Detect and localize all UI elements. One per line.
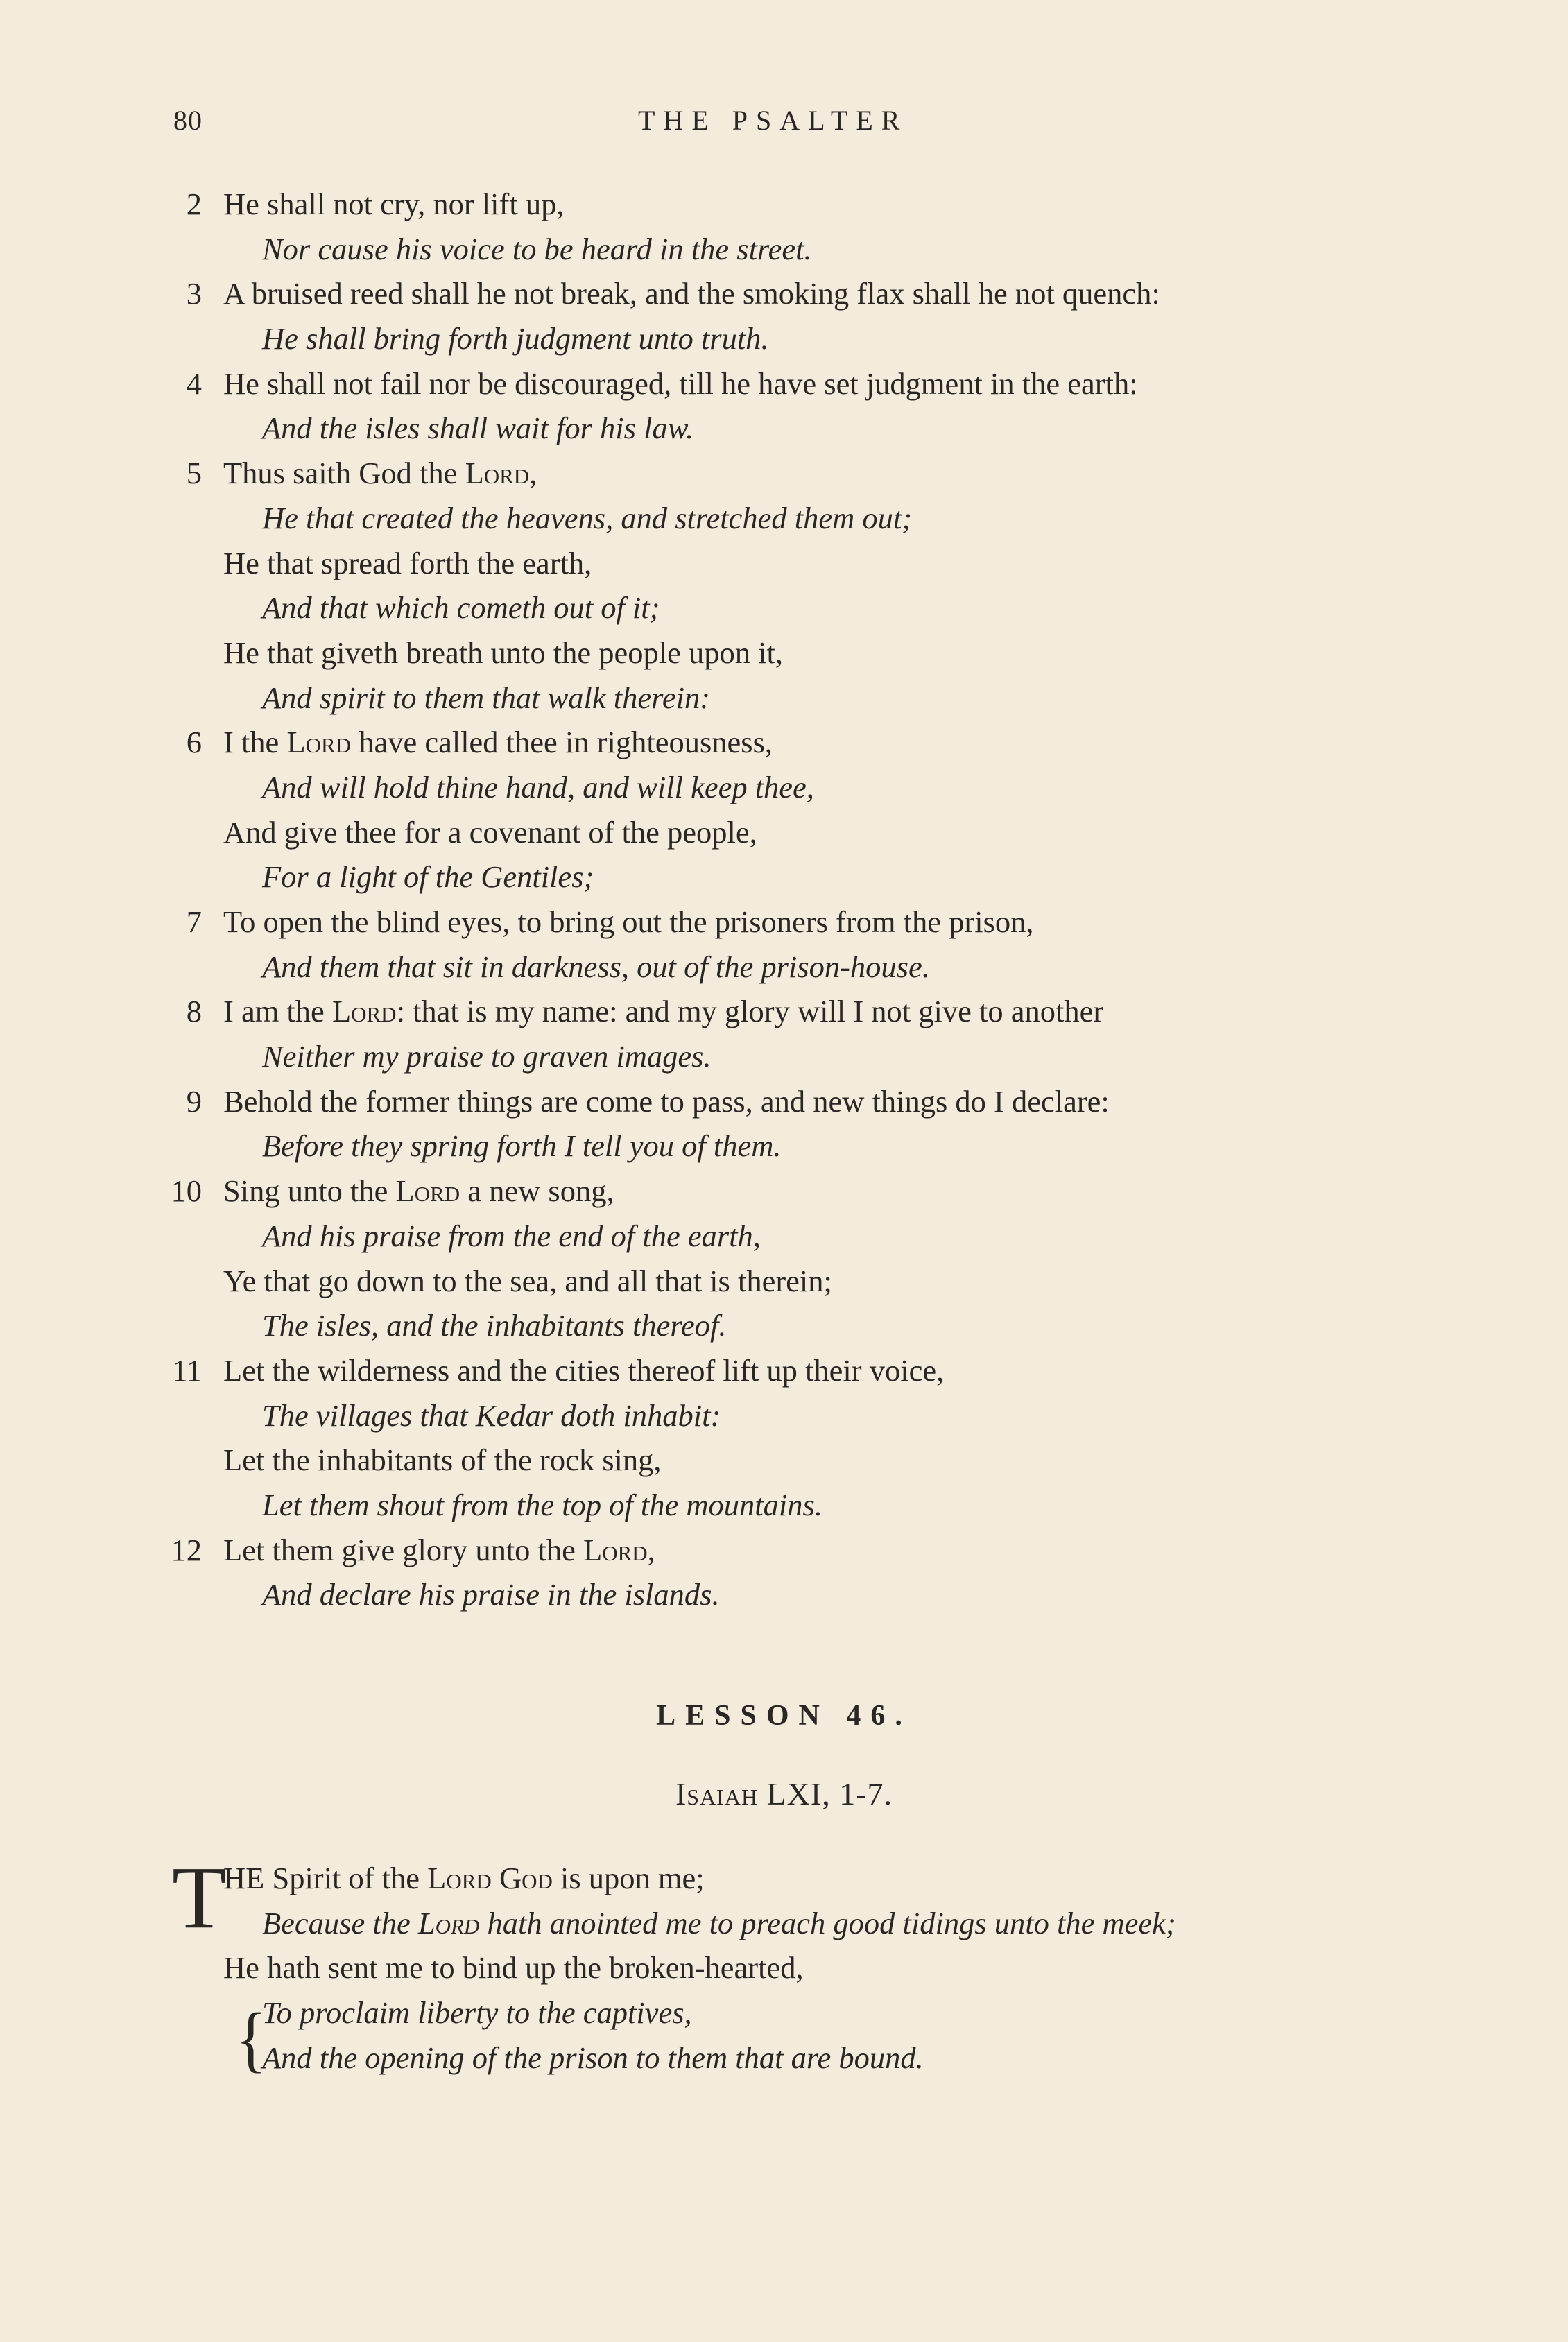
verse-line xyxy=(0,541,1568,586)
verse-text: To open the blind eyes, to bring out the prisoners from the prison, xyxy=(223,904,1034,939)
verse-text: Let the wilderness and the cities thereof lift up their voice, xyxy=(223,1352,945,1388)
verse-line xyxy=(0,899,1568,945)
verse-line xyxy=(0,451,1568,496)
page-header xyxy=(0,104,1568,146)
reference-book: Isaiah xyxy=(675,1776,759,1811)
verse-line xyxy=(0,810,1568,855)
verse-line xyxy=(0,182,1568,227)
verse-text: Neither my praise to graven images. xyxy=(262,1039,712,1074)
page-number: 80 xyxy=(173,105,203,136)
verse-line xyxy=(0,361,1568,406)
verse-line xyxy=(0,630,1568,675)
lesson-line-text: And the opening of the prison to them that are bound. xyxy=(262,2040,924,2075)
verse-line xyxy=(0,989,1568,1034)
verse-text: And his praise from the end of the earth, xyxy=(262,1218,761,1253)
verse-text: And give thee for a covenant of the people, xyxy=(223,814,757,850)
verse-line xyxy=(0,854,1568,899)
brace-mark: { xyxy=(236,1998,267,2080)
verse-text: Ye that go down to the sea, and all that is therein; xyxy=(223,1263,832,1298)
verse-line xyxy=(0,406,1568,451)
verse-number: 6 xyxy=(186,725,202,760)
verse-line xyxy=(0,1214,1568,1259)
verse-line xyxy=(0,1169,1568,1214)
verse-text: And that which cometh out of it; xyxy=(262,590,660,626)
lesson-line-text: Because the Lord hath anointed me to preach good tidings unto the meek; xyxy=(262,1905,1176,1940)
verse-line xyxy=(0,765,1568,810)
verse-text: And declare his praise in the islands. xyxy=(262,1577,720,1612)
lesson-line xyxy=(0,1901,1568,1946)
verse-text: He shall not fail nor be discouraged, till he have set judgment in the earth: xyxy=(223,365,1138,401)
lesson-line-text: HE Spirit of the Lord God is upon me; xyxy=(223,1861,705,1895)
verse-line xyxy=(0,227,1568,272)
verse-line xyxy=(0,1572,1568,1617)
lesson-line-text: He hath sent me to bind up the broken-hearted, xyxy=(223,1950,804,1986)
scripture-reference xyxy=(0,1775,1568,1812)
verse-text: Let them shout from the top of the mountains. xyxy=(262,1487,822,1522)
lesson-line-text: To proclaim liberty to the captives, xyxy=(262,1995,692,2031)
drop-cap: T xyxy=(172,1848,227,1947)
verse-line xyxy=(0,496,1568,541)
verse-line xyxy=(0,720,1568,765)
verse-text: Nor cause his voice to be heard in the street. xyxy=(262,231,812,266)
verse-line xyxy=(0,271,1568,316)
verse-line xyxy=(0,1303,1568,1348)
verse-line xyxy=(0,316,1568,361)
verse-number: 3 xyxy=(186,276,202,311)
verse-text: Before they spring forth I tell you of them. xyxy=(262,1128,782,1164)
verse-line xyxy=(0,1438,1568,1483)
verse-number: 8 xyxy=(186,994,202,1029)
verse-text: He that giveth breath unto the people upon it, xyxy=(223,635,783,670)
verse-text: And them that sit in darkness, out of the prison-house. xyxy=(262,949,930,984)
verse-number: 12 xyxy=(171,1532,202,1567)
reference-chapter-verses: LXI, 1-7. xyxy=(766,1776,893,1811)
verse-number: 2 xyxy=(186,187,202,221)
lesson-line xyxy=(0,1990,1568,2035)
verse-text: The villages that Kedar doth inhabit: xyxy=(262,1397,721,1433)
verse-text: And spirit to them that walk therein: xyxy=(262,680,711,715)
lesson-heading: LESSON 46. xyxy=(656,1700,912,1732)
verse-line xyxy=(0,675,1568,721)
running-title: THE PSALTER xyxy=(638,105,908,136)
verse-text: Let them give glory unto the Lord, xyxy=(223,1532,655,1567)
verse-text: The isles, and the inhabitants thereof. xyxy=(262,1308,727,1343)
verse-line xyxy=(0,1483,1568,1528)
verse-text: A bruised reed shall he not break, and the smoking flax shall he not quench: xyxy=(223,276,1160,311)
verse-text: Thus saith God the Lord, xyxy=(223,456,537,491)
verse-text: And the isles shall wait for his law. xyxy=(262,411,694,446)
verse-line xyxy=(0,1393,1568,1438)
verse-text: I the Lord have called thee in righteousness, xyxy=(223,725,773,760)
verse-number: 5 xyxy=(186,456,202,491)
verse-line xyxy=(0,585,1568,630)
verse-text: Sing unto the Lord a new song, xyxy=(223,1173,614,1209)
lesson-line xyxy=(0,2035,1568,2081)
verse-text: He that spread forth the earth, xyxy=(223,545,592,580)
verse-number: 11 xyxy=(172,1352,202,1388)
verse-list xyxy=(0,182,1568,1617)
lesson-line xyxy=(0,1945,1568,1990)
verse-text: And will hold thine hand, and will keep thee, xyxy=(262,769,814,804)
verse-text: For a light of the Gentiles; xyxy=(262,859,594,895)
verse-line xyxy=(0,1528,1568,1573)
lesson-line xyxy=(0,1856,1568,1901)
verse-line xyxy=(0,1034,1568,1079)
verse-text: Behold the former things are come to pass, and new things do I declare: xyxy=(223,1083,1110,1119)
verse-line xyxy=(0,1259,1568,1304)
lesson-text xyxy=(0,1848,1568,2080)
verse-text: He that created the heavens, and stretched them out; xyxy=(262,500,913,535)
verse-text: He shall not cry, nor lift up, xyxy=(223,187,565,221)
verse-text: I am the Lord: that is my name: and my glory will I not give to another xyxy=(223,994,1104,1029)
verse-number: 7 xyxy=(186,904,202,939)
verse-text: He shall bring forth judgment unto truth. xyxy=(262,321,769,356)
verse-line xyxy=(0,1348,1568,1393)
verse-number: 4 xyxy=(186,365,202,401)
verse-line xyxy=(0,1079,1568,1124)
verse-number: 9 xyxy=(186,1083,202,1119)
verse-text: Let the inhabitants of the rock sing, xyxy=(223,1443,662,1478)
verse-number: 10 xyxy=(171,1173,202,1209)
verse-line xyxy=(0,945,1568,990)
verse-line xyxy=(0,1123,1568,1169)
